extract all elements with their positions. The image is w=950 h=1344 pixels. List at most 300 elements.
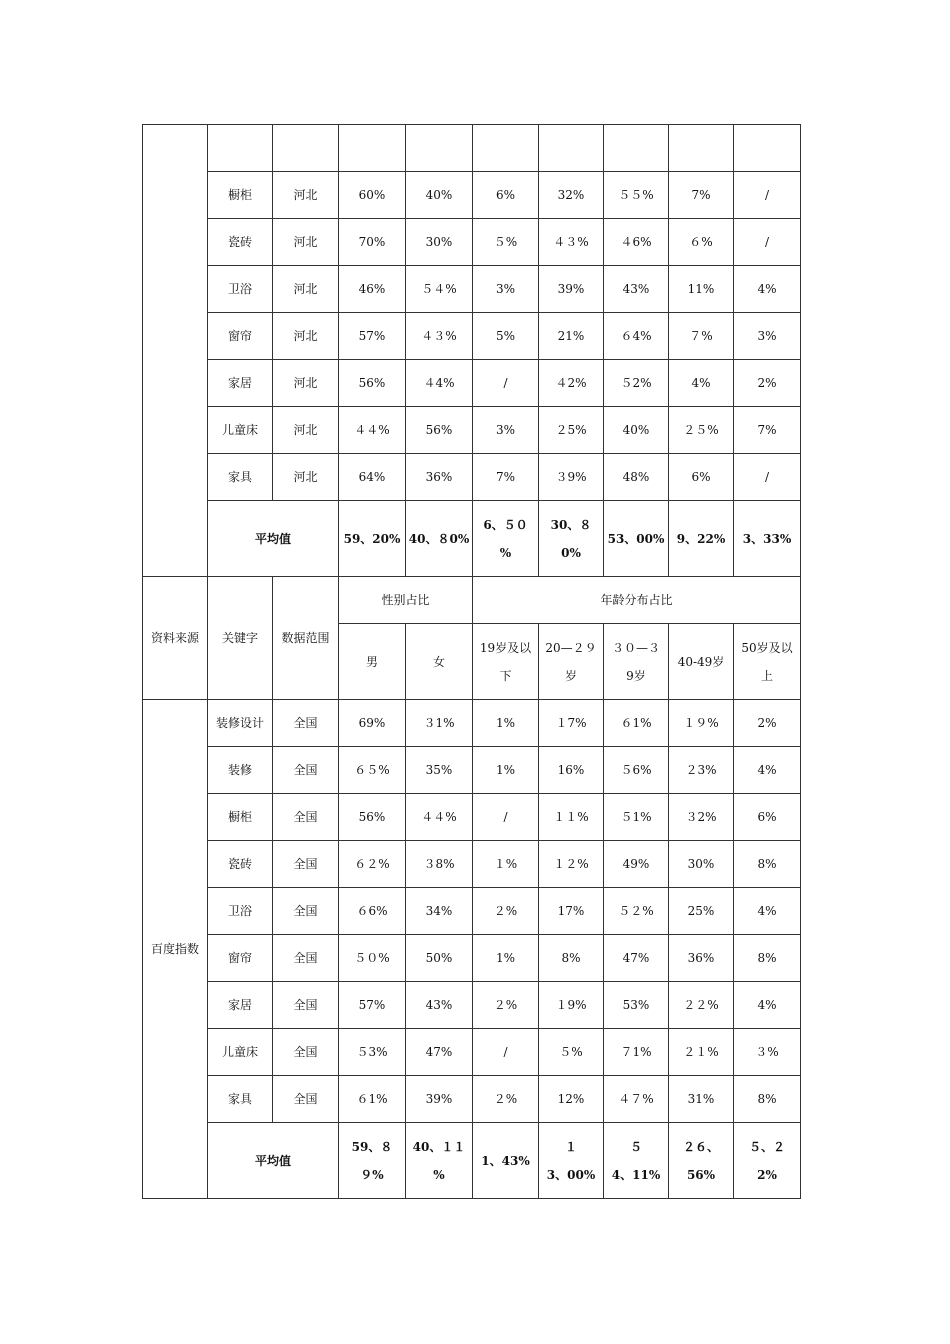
value-cell-text: 70%: [358, 235, 386, 249]
average-value-line: 53、00%: [607, 531, 665, 546]
range-cell-text: 河北: [293, 329, 318, 343]
value-cell-text: 21%: [557, 329, 585, 343]
value-cell-text: ５6%: [620, 763, 652, 777]
value-cell-text: ６1%: [356, 1092, 388, 1106]
header-age-line: 上: [760, 668, 773, 683]
value-cell: [339, 407, 406, 454]
value-cell-text: ５５%: [618, 188, 654, 202]
value-cell-text: ４6%: [620, 235, 652, 249]
average-value: [539, 501, 604, 577]
value-cell-text: ４７%: [618, 1092, 654, 1106]
header-age-line: 20—２９: [545, 640, 597, 655]
value-cell-text: 36%: [687, 951, 715, 965]
value-cell-text: 4%: [757, 904, 777, 918]
value-cell: [406, 360, 473, 407]
keyword-cell-text: 卫浴: [227, 282, 252, 296]
value-cell-text: ６4%: [620, 329, 652, 343]
average-value: [604, 501, 669, 577]
header-age-line: 19岁及以: [479, 640, 532, 655]
range-cell-text: 全国: [293, 904, 318, 918]
average-value-line: 59、８９%: [351, 1139, 393, 1182]
average-value-line: 6、５０: [483, 517, 528, 532]
keyword-cell: [208, 313, 273, 360]
value-cell-text: １２%: [553, 857, 589, 871]
value-cell-text: 43%: [425, 998, 453, 1012]
value-cell: [406, 794, 473, 841]
value-cell: [539, 982, 604, 1029]
average-value-line: 3、00%: [546, 1167, 596, 1182]
value-cell-text: ２%: [493, 904, 518, 918]
range-cell-text: 全国: [293, 1045, 318, 1059]
value-cell: [339, 888, 406, 935]
average-value-line: 4、11%: [611, 1167, 661, 1182]
range-cell-text: 河北: [293, 423, 318, 437]
value-cell: [339, 1029, 406, 1076]
value-cell: [539, 1076, 604, 1123]
value-cell: [604, 935, 669, 982]
header-age-line: 下: [499, 668, 512, 683]
value-cell-text: 3%: [495, 282, 516, 296]
value-cell-text: ３2%: [685, 810, 717, 824]
value-cell-text: ６%: [689, 235, 713, 249]
value-cell-text: １7%: [555, 716, 587, 730]
value-cell: [604, 1029, 669, 1076]
value-cell: [406, 841, 473, 888]
header-age: [539, 624, 604, 700]
value-cell-text: 57%: [358, 329, 386, 343]
range-cell: [273, 125, 339, 172]
value-cell: [406, 125, 473, 172]
value-cell-text: 6%: [691, 470, 711, 484]
average-value: [669, 1123, 734, 1199]
value-cell-text: ６1%: [620, 716, 652, 730]
header-source: [143, 577, 208, 700]
range-cell: [273, 172, 339, 219]
value-cell: [669, 747, 734, 794]
value-cell-text: 39%: [425, 1092, 453, 1106]
value-cell: [473, 1029, 539, 1076]
range-cell: [273, 747, 339, 794]
header-gender-group-text: 性别占比: [381, 593, 430, 607]
keyword-cell-text: 窗帘: [227, 951, 252, 965]
value-cell: [539, 407, 604, 454]
average-value: [604, 1123, 669, 1199]
value-cell: [734, 935, 801, 982]
value-cell: [604, 700, 669, 747]
value-cell: [734, 700, 801, 747]
table-row: [143, 700, 801, 747]
value-cell-text: /: [503, 810, 508, 824]
value-cell: [669, 841, 734, 888]
value-cell: [734, 172, 801, 219]
value-cell: [406, 219, 473, 266]
value-cell-text: ３1%: [423, 716, 455, 730]
value-cell-text: 4%: [691, 376, 711, 390]
value-cell-text: 53%: [622, 998, 650, 1012]
value-cell: [539, 454, 604, 501]
value-cell: [406, 747, 473, 794]
value-cell: [734, 1076, 801, 1123]
value-cell: [669, 125, 734, 172]
value-cell: [669, 454, 734, 501]
value-cell-text: ６6%: [356, 904, 388, 918]
value-cell: [339, 360, 406, 407]
range-cell: [273, 794, 339, 841]
value-cell: [734, 360, 801, 407]
value-cell: [406, 700, 473, 747]
average-value-line: 40、８0%: [408, 531, 470, 546]
value-cell-text: 17%: [557, 904, 585, 918]
keyword-cell-text: 瓷砖: [227, 235, 252, 249]
value-cell-text: ５2%: [620, 376, 652, 390]
range-cell: [273, 360, 339, 407]
value-cell: [734, 454, 801, 501]
keyword-cell: [208, 982, 273, 1029]
value-cell: [339, 935, 406, 982]
value-cell: [339, 219, 406, 266]
header-row-1: [143, 577, 801, 624]
value-cell: [669, 219, 734, 266]
header-age-line: 9岁: [626, 668, 646, 683]
value-cell-text: 8%: [757, 951, 777, 965]
range-cell: [273, 266, 339, 313]
value-cell-text: 43%: [622, 282, 650, 296]
value-cell: [539, 841, 604, 888]
value-cell-text: ３9%: [555, 470, 587, 484]
value-cell-text: 30%: [687, 857, 715, 871]
value-cell: [604, 841, 669, 888]
value-cell: [669, 935, 734, 982]
value-cell-text: /: [503, 1045, 508, 1059]
value-cell-text: 4%: [757, 763, 777, 777]
keyword-cell: [208, 454, 273, 501]
value-cell-text: １１%: [553, 810, 589, 824]
value-cell-text: １%: [493, 857, 518, 871]
average-value: [339, 1123, 406, 1199]
header-age-group: [473, 577, 801, 624]
keyword-cell-text: 装修: [227, 763, 252, 777]
value-cell-text: ４４%: [421, 810, 457, 824]
range-cell: [273, 219, 339, 266]
value-cell: [539, 360, 604, 407]
keyword-cell-text: 儿童床: [221, 423, 258, 437]
value-cell: [473, 219, 539, 266]
value-cell: [669, 888, 734, 935]
value-cell: [406, 454, 473, 501]
table-row: [143, 1029, 801, 1076]
value-cell: [604, 747, 669, 794]
value-cell-text: 56%: [358, 810, 386, 824]
value-cell: [669, 1029, 734, 1076]
value-cell: [604, 360, 669, 407]
value-cell-text: １9%: [555, 998, 587, 1012]
average-row: [143, 1123, 801, 1199]
range-cell-text: 全国: [293, 810, 318, 824]
keyword-cell: [208, 1029, 273, 1076]
average-value-line: %: [499, 545, 512, 560]
value-cell: [734, 125, 801, 172]
value-cell: [669, 172, 734, 219]
value-cell: [406, 935, 473, 982]
value-cell: [669, 700, 734, 747]
range-cell: [273, 407, 339, 454]
average-value-line: 3、33%: [742, 531, 792, 546]
range-cell-text: 全国: [293, 951, 318, 965]
value-cell-text: 7%: [757, 423, 777, 437]
keyword-cell: [208, 841, 273, 888]
value-cell: [406, 407, 473, 454]
value-cell: [734, 219, 801, 266]
average-value-line: ５: [629, 1139, 642, 1154]
average-row: [143, 501, 801, 577]
value-cell: [604, 454, 669, 501]
keyword-cell-text: 瓷砖: [227, 857, 252, 871]
value-cell: [539, 888, 604, 935]
value-cell: [669, 794, 734, 841]
value-cell-text: ２%: [493, 998, 518, 1012]
value-cell-text: 31%: [687, 1092, 715, 1106]
value-cell-text: 8%: [757, 857, 777, 871]
value-cell-text: 4%: [757, 282, 777, 296]
value-cell-text: 11%: [687, 282, 715, 296]
value-cell-text: 6%: [495, 188, 516, 202]
header-female: [406, 624, 473, 700]
value-cell-text: 1%: [495, 951, 516, 965]
average-value-line: 40、１１: [412, 1139, 466, 1154]
value-cell-text: 40%: [425, 188, 453, 202]
keyword-cell: [208, 700, 273, 747]
value-cell: [604, 172, 669, 219]
keyword-cell-text: 窗帘: [227, 329, 252, 343]
value-cell: [473, 125, 539, 172]
range-cell-text: 河北: [293, 235, 318, 249]
average-label: [208, 501, 339, 577]
header-male: [339, 624, 406, 700]
header-source-text: 资料来源: [150, 631, 199, 645]
range-cell: [273, 841, 339, 888]
value-cell-text: 47%: [425, 1045, 453, 1059]
table-row: [143, 935, 801, 982]
value-cell-text: 1%: [495, 763, 516, 777]
keyword-cell-text: 家具: [227, 470, 252, 484]
value-cell-text: 25%: [687, 904, 715, 918]
value-cell: [339, 1076, 406, 1123]
value-cell-text: ２3%: [685, 763, 717, 777]
table-row: [143, 407, 801, 454]
statistics-table: [142, 124, 801, 1199]
value-cell-text: 6%: [757, 810, 777, 824]
average-value-line: １: [564, 1139, 577, 1154]
value-cell: [669, 266, 734, 313]
value-cell-text: 3%: [757, 329, 777, 343]
header-age-line: 50岁及以: [741, 640, 793, 655]
value-cell-text: ２２%: [683, 998, 719, 1012]
value-cell-text: 50%: [425, 951, 453, 965]
keyword-cell: [208, 935, 273, 982]
value-cell-text: 69%: [358, 716, 386, 730]
range-cell-text: 全国: [293, 716, 318, 730]
value-cell-text: ７%: [689, 329, 713, 343]
value-cell-text: 56%: [425, 423, 453, 437]
value-cell: [473, 313, 539, 360]
value-cell-text: 49%: [622, 857, 650, 871]
range-cell-text: 全国: [293, 998, 318, 1012]
value-cell-text: ６２%: [354, 857, 390, 871]
value-cell-text: /: [764, 188, 770, 202]
average-value: [539, 1123, 604, 1199]
keyword-cell: [208, 125, 273, 172]
value-cell-text: 8%: [757, 1092, 777, 1106]
average-value-line: 9、22%: [676, 531, 726, 546]
header-age: [604, 624, 669, 700]
table-row: [143, 313, 801, 360]
value-cell: [473, 935, 539, 982]
value-cell: [339, 172, 406, 219]
value-cell: [734, 313, 801, 360]
value-cell: [604, 1076, 669, 1123]
keyword-cell-text: 卫浴: [227, 904, 252, 918]
average-value: [734, 1123, 801, 1199]
range-cell-text: 全国: [293, 1092, 318, 1106]
value-cell-text: 32%: [557, 188, 585, 202]
value-cell-text: ４３%: [553, 235, 589, 249]
value-cell: [473, 982, 539, 1029]
value-cell: [604, 794, 669, 841]
range-cell: [273, 1029, 339, 1076]
value-cell-text: ３%: [755, 1045, 779, 1059]
value-cell: [473, 1076, 539, 1123]
value-cell-text: /: [764, 235, 770, 249]
value-cell-text: ５０%: [354, 951, 390, 965]
value-cell: [406, 1076, 473, 1123]
table-row: [143, 172, 801, 219]
value-cell-text: 57%: [358, 998, 386, 1012]
source-cell-section1: [143, 125, 208, 577]
value-cell-text: ２%: [493, 1092, 518, 1106]
value-cell: [339, 700, 406, 747]
source-cell-section2: [143, 700, 208, 1199]
keyword-cell-text: 橱柜: [227, 810, 252, 824]
value-cell: [734, 407, 801, 454]
value-cell: [734, 982, 801, 1029]
value-cell-text: 2%: [757, 376, 777, 390]
header-keyword-text: 关键字: [221, 631, 258, 645]
value-cell-text: ４2%: [555, 376, 587, 390]
value-cell-text: /: [503, 376, 508, 390]
value-cell: [604, 407, 669, 454]
value-cell: [539, 313, 604, 360]
keyword-cell: [208, 407, 273, 454]
table-row: [143, 794, 801, 841]
value-cell-text: ５４%: [421, 282, 457, 296]
header-age-line: 岁: [564, 668, 577, 683]
value-cell: [339, 841, 406, 888]
value-cell: [473, 747, 539, 794]
value-cell-text: ６５%: [354, 763, 390, 777]
header-age-group-text: 年龄分布占比: [600, 593, 673, 607]
value-cell: [604, 125, 669, 172]
value-cell-text: ５２%: [618, 904, 654, 918]
keyword-cell: [208, 360, 273, 407]
value-cell-text: ５1%: [620, 810, 652, 824]
value-cell-text: 48%: [622, 470, 650, 484]
value-cell: [604, 313, 669, 360]
range-cell: [273, 935, 339, 982]
keyword-cell: [208, 266, 273, 313]
range-cell: [273, 454, 339, 501]
average-value: [339, 501, 406, 577]
value-cell: [406, 982, 473, 1029]
average-value: [669, 501, 734, 577]
table-row: [143, 219, 801, 266]
header-age: [473, 624, 539, 700]
value-cell-text: 34%: [425, 904, 453, 918]
value-cell-text: 2%: [757, 716, 777, 730]
value-cell-text: ５%: [493, 235, 518, 249]
value-cell-text: 40%: [622, 423, 650, 437]
range-cell: [273, 313, 339, 360]
value-cell: [473, 172, 539, 219]
range-cell-text: 河北: [293, 188, 318, 202]
average-value-line: 30、８: [550, 517, 592, 532]
value-cell: [669, 360, 734, 407]
value-cell: [339, 794, 406, 841]
value-cell-text: ５3%: [356, 1045, 388, 1059]
range-cell-text: 全国: [293, 763, 318, 777]
value-cell: [669, 982, 734, 1029]
range-cell-text: 全国: [293, 857, 318, 871]
value-cell-text: 7%: [691, 188, 711, 202]
value-cell-text: 35%: [425, 763, 453, 777]
value-cell: [473, 700, 539, 747]
value-cell-text: 1%: [495, 716, 516, 730]
header-female-text: 女: [432, 654, 445, 669]
keyword-cell-text: 儿童床: [221, 1045, 258, 1059]
average-value: [473, 1123, 539, 1199]
keyword-cell: [208, 794, 273, 841]
header-keyword: [208, 577, 273, 700]
average-value-line: %: [433, 1167, 445, 1182]
table-row: [143, 454, 801, 501]
value-cell: [734, 266, 801, 313]
value-cell: [339, 266, 406, 313]
value-cell: [539, 1029, 604, 1076]
value-cell: [734, 1029, 801, 1076]
header-male-text: 男: [365, 654, 378, 669]
value-cell: [734, 888, 801, 935]
value-cell-text: 7%: [495, 470, 516, 484]
value-cell-text: 3%: [495, 423, 516, 437]
average-value-line: 2%: [757, 1167, 777, 1182]
table-row: [143, 360, 801, 407]
value-cell: [339, 125, 406, 172]
value-cell-text: 56%: [358, 376, 386, 390]
value-cell-text: ７1%: [620, 1045, 652, 1059]
range-cell: [273, 700, 339, 747]
average-value-line: 1、43%: [481, 1153, 530, 1168]
value-cell: [604, 219, 669, 266]
header-age-line: 40-49岁: [677, 654, 725, 669]
value-cell: [406, 888, 473, 935]
keyword-cell: [208, 172, 273, 219]
header-range: [273, 577, 339, 700]
average-value-line: 59、20%: [343, 531, 401, 546]
value-cell-text: 5%: [495, 329, 516, 343]
range-cell: [273, 888, 339, 935]
range-cell: [273, 1076, 339, 1123]
range-cell-text: 河北: [293, 282, 318, 296]
value-cell: [473, 841, 539, 888]
